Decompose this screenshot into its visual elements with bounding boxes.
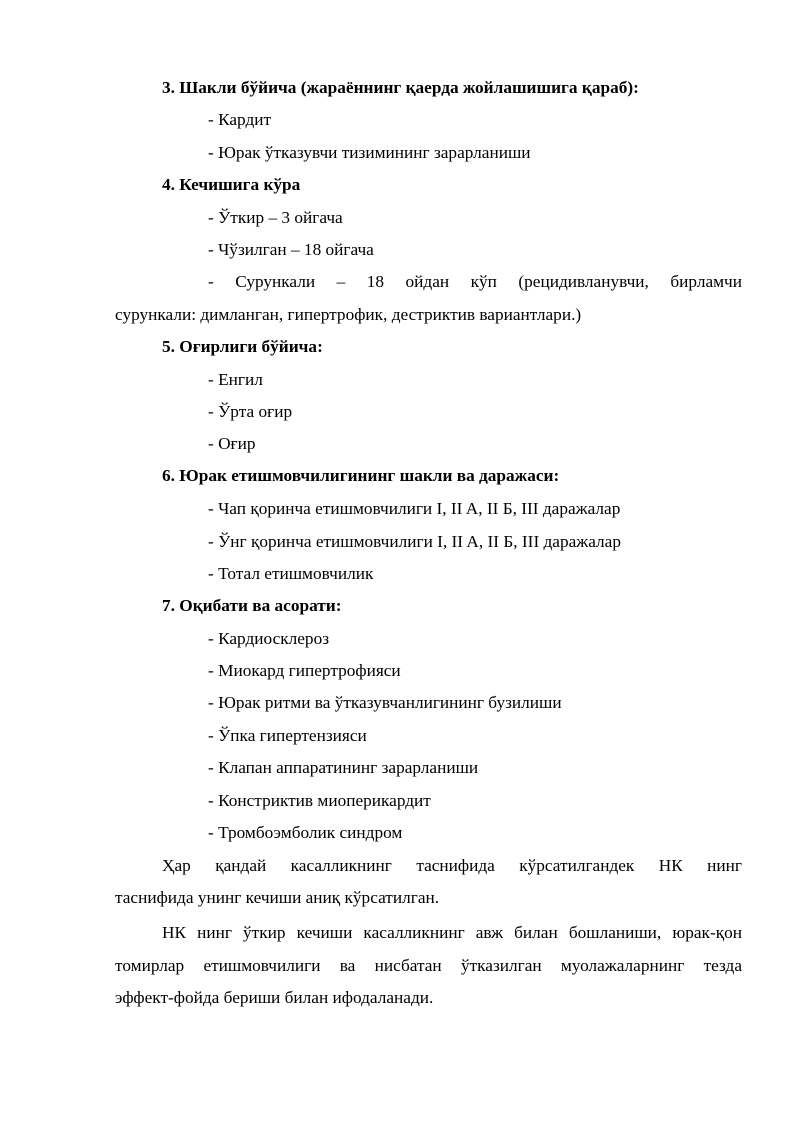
- list-item: - Кардиосклероз: [208, 629, 330, 648]
- paragraph-1-line: таснифида унинг кечиши аниқ кўрсатилган.: [115, 888, 440, 907]
- list-item: - Чўзилган – 18 ойгача: [208, 240, 374, 259]
- section-6-heading: 6. Юрак етишмовчилигининг шакли ва даражаси:: [162, 466, 560, 485]
- list-item: - Клапан аппаратининг зарарланиши: [208, 758, 479, 777]
- section-5-heading: 5. Оғирлиги бўйича:: [162, 337, 323, 356]
- section-7-heading: 7. Оқибати ва асорати:: [162, 596, 342, 615]
- list-item: - Чап қоринча етишмовчилиги I, II A, II Б, III даражалар: [208, 499, 621, 518]
- list-item: - Сурункали – 18 ойдан кўп (рецидивланувчи, бирламчи: [208, 272, 742, 291]
- list-item: - Ўткир – 3 ойгача: [208, 208, 343, 227]
- list-item: - Юрак ритми ва ўтказувчанлигининг бузилиши: [208, 693, 562, 712]
- section-3-heading: 3. Шакли бўйича (жараённинг қаерда жойлашишига қараб):: [162, 78, 639, 97]
- list-item: - Енгил: [208, 370, 263, 389]
- paragraph-1-line: Ҳар қандай касалликнинг таснифида кўрсатилгандек НК нинг: [162, 856, 742, 875]
- list-item: - Тромбоэмболик синдром: [208, 823, 403, 842]
- section-4-heading: 4. Кечишига кўра: [162, 175, 301, 194]
- list-item-continuation: сурункали: димланган, гипертрофик, дестриктив вариантлари.): [115, 305, 582, 324]
- list-item: - Ўнг қоринча етишмовчилиги I, II A, II Б, III даражалар: [208, 532, 621, 551]
- list-item: - Констриктив миоперикардит: [208, 791, 431, 810]
- list-item: - Оғир: [208, 434, 256, 453]
- paragraph-2-line: НК нинг ўткир кечиши касалликнинг авж билан бошланиши, юрак-қон: [162, 923, 742, 942]
- list-item: - Юрак ўтказувчи тизимининг зарарланиши: [208, 143, 531, 162]
- paragraph-2-line: эффект-фойда бериши билан ифодаланади.: [115, 988, 434, 1007]
- list-item: - Ўпка гипертензияси: [208, 726, 367, 745]
- list-item: - Тотал етишмовчилик: [208, 564, 374, 583]
- list-item: - Кардит: [208, 110, 272, 129]
- paragraph-2-line: томирлар етишмовчилиги ва нисбатан ўтказилган муолажаларнинг тезда: [115, 956, 742, 975]
- list-item: - Ўрта оғир: [208, 402, 293, 421]
- list-item: - Миокард гипертрофияси: [208, 661, 401, 680]
